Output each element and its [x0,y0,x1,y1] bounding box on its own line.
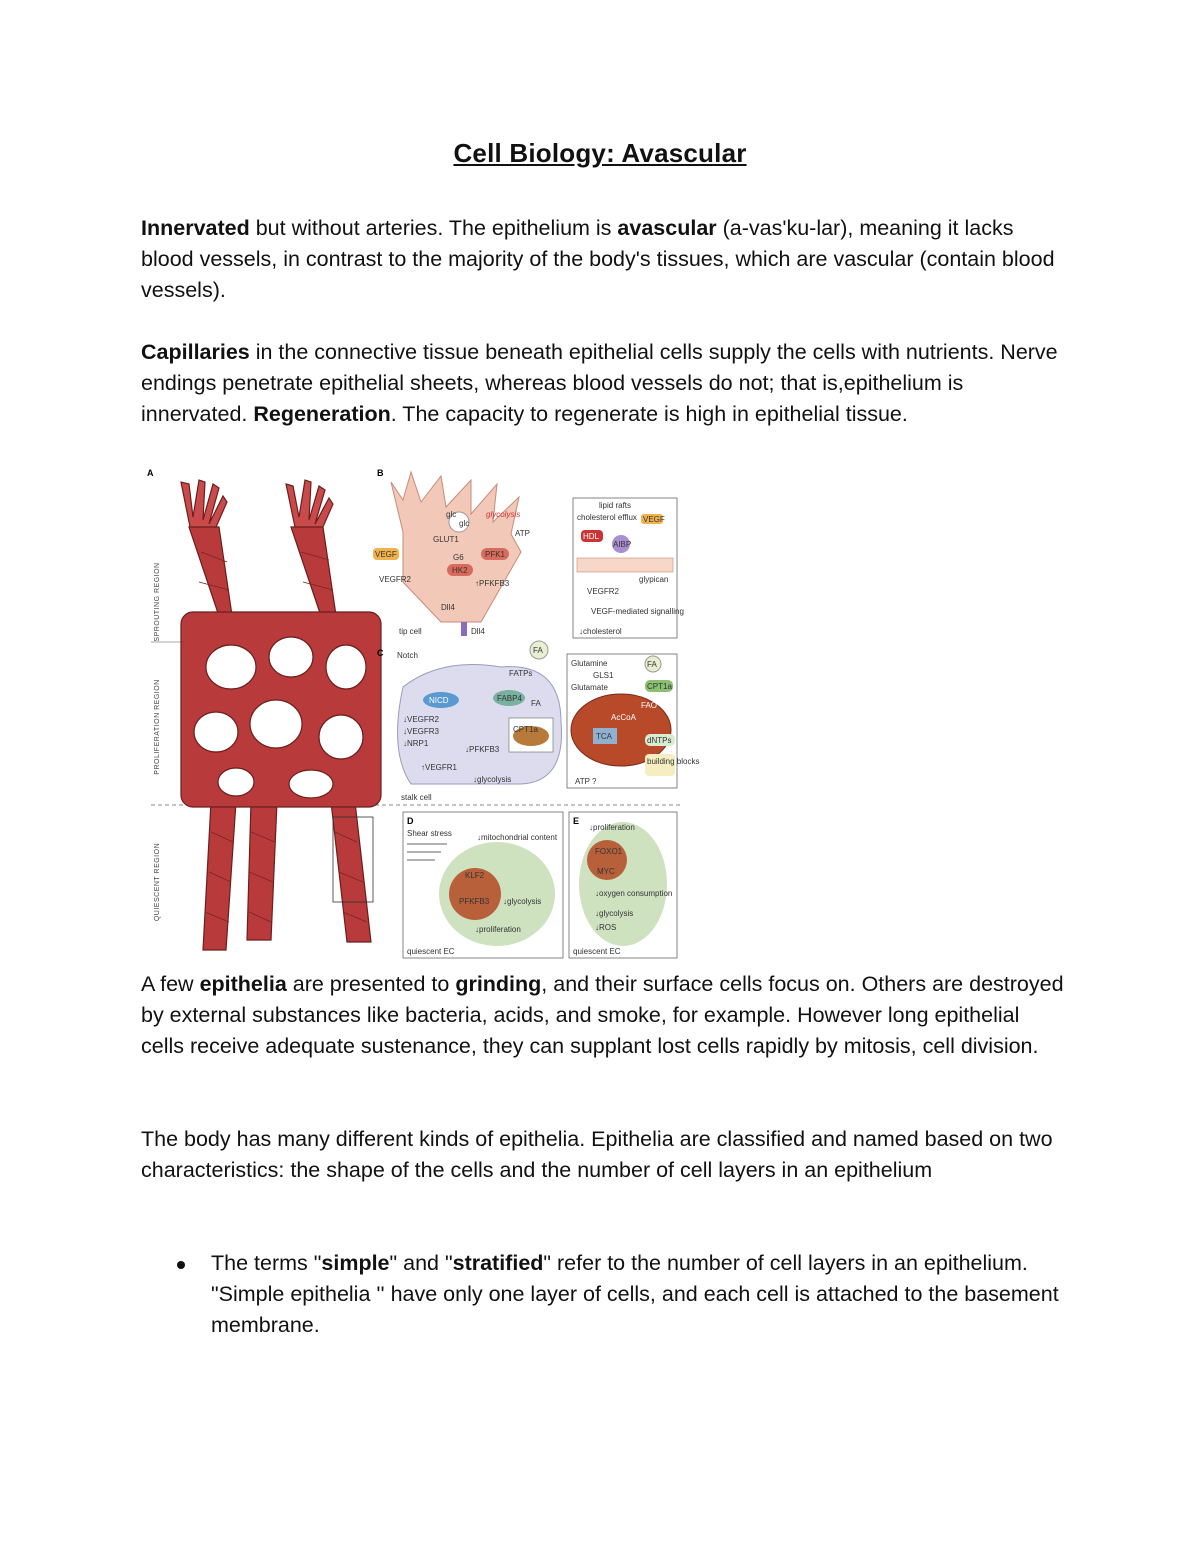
label-fa-2: FA [531,699,541,708]
region-label-proliferation: PROLIFERATION REGION [154,679,161,775]
label-fa-mito: FA [647,660,657,669]
region-label-quiescent: QUIESCENT REGION [154,842,161,922]
label-hdl: HDL [583,532,600,541]
bold-term: epithelia [199,972,287,996]
text-run: (a-vas'ku-lar), meaning it lacks blood vessels, in contrast to the majority of the body's tissues, which are vascular (contain blood vessels). [141,216,1055,302]
text-run: . The capacity to regenerate is high in epithelial tissue. [390,402,908,426]
label-stalk-cell: stalk cell [401,793,432,802]
vessel-network-illustration [181,480,381,950]
label-fabp4: FABP4 [497,694,522,703]
label-quiescent-ec-e: quiescent EC [573,947,621,956]
label-vegfr1: ↑VEGFR1 [421,763,458,772]
label-myc: MYC [597,867,615,876]
label-pfkfb3-c: ↓PFKFB3 [465,745,500,754]
region-label-sprouting: SPROUTING REGION [154,562,161,642]
label-glutamine: Glutamine [571,659,608,668]
bold-term: simple [321,1251,390,1275]
text-run: " refer to the number of cell layers in an epithelium. "Simple epithelia '' have only one layer of cells, and each cell is attached to the basement membrane. [211,1251,1059,1337]
bold-term: Regeneration [253,402,391,426]
label-accoa: AcCoA [611,713,636,722]
text-run: " and " [389,1251,453,1275]
label-glc: glc [446,510,457,519]
label-glycolysis-e: ↓glycolysis [595,909,634,918]
panel-d-label: D [407,816,414,826]
label-vegfr2-inset: VEGFR2 [587,587,620,596]
label-vegfr3: ↓VEGFR3 [403,727,440,736]
label-atp: ATP [515,529,530,538]
label-atp-mito: ATP ? [575,777,597,786]
label-nicd: NICD [429,696,449,705]
text-run: in the connective tissue beneath epithelial cells supply the cells with nutrients. Nerve endings penetrate epithelial sheets, whereas blood vessels do not; that is,epithelium is innervated. [141,340,1058,426]
quiescent-cell-panel-d [403,812,563,958]
bold-term: Capillaries [141,340,250,364]
bold-term: avascular [617,216,717,240]
label-hk2: HK2 [452,566,468,575]
label-glc-2: glc [459,519,470,528]
label-vegfr2-c: ↓VEGFR2 [403,715,440,724]
label-glycolysis-d: ↓glycolysis [503,897,542,906]
stalk-cell-diagram [397,641,562,802]
label-fa: FA [533,646,543,655]
label-pfkfb3: ↑PFKFB3 [475,579,510,588]
label-nrp1: ↓NRP1 [403,739,429,748]
bold-term: stratified [452,1251,544,1275]
label-cholesterol: ↓cholesterol [579,627,622,636]
text-run: are presented to [286,972,456,996]
label-dll4-b: Dll4 [471,627,485,636]
paragraph-capillaries [141,337,1066,430]
label-klf2: KLF2 [465,871,485,880]
label-quiescent-ec-d: quiescent EC [407,947,455,956]
label-vegf: VEGF [375,550,397,559]
label-fao: FAO [641,701,658,710]
label-glycolysis: glycolysis [486,510,521,519]
bullet-dot-icon [177,1261,185,1269]
label-mito-content: ↓mitochondrial content [477,833,558,842]
mitochondria-inset [567,654,699,788]
label-lipid-rafts: lipid rafts [599,501,632,510]
bold-term: Innervated [141,216,250,240]
label-proliferation-d: ↓proliferation [475,925,521,934]
label-building-blocks: building blocks [647,757,700,766]
text-run: The terms " [211,1251,322,1275]
angiogenesis-figure [141,462,700,962]
label-g6: G6 [453,553,464,562]
paragraph-epithelia-grinding [141,969,1066,1062]
paragraph-classification: The body has many different kinds of epithelia. Epithelia are classified and named based on two characteristics: the shape of the cells and the number of cell layers in an epithelium [141,1127,1053,1182]
label-vegf-inset: VEGF [643,515,665,524]
label-ros: ↓ROS [595,923,617,932]
label-vegfr2: VEGFR2 [379,575,412,584]
bold-term: grinding [455,972,542,996]
page-title: Cell Biology: Avascular [453,138,747,168]
label-notch: Notch [397,651,418,660]
panel-e-label: E [573,816,580,826]
label-vegf-signalling: VEGF-mediated signalling [591,607,684,616]
label-glutamate: Glutamate [571,683,608,692]
text-run: A few [141,972,200,996]
label-glut1: GLUT1 [433,535,459,544]
label-dntps: dNTPs [647,736,672,745]
panel-a-label: A [147,468,154,478]
label-gls1: GLS1 [593,671,614,680]
panel-c-label: C [377,648,384,658]
label-pfkfb3-d: PFKFB3 [459,897,490,906]
label-fatps: FATPs [509,669,533,678]
tip-cell-diagram [373,472,530,636]
bullet-text [211,1248,1066,1341]
label-cpt1a-c: CPT1a [513,725,538,734]
text-run: , and their surface cells focus on. Others are destroyed by external substances like bacteria, acids, and smoke, for example. However long epithelial cells receive adequate sustenance, they can supplant lost cells rapidly by mitosis, cell division. [141,972,1064,1058]
label-proliferation-e: ↓proliferation [589,823,635,832]
label-pfk1: PFK1 [485,550,506,559]
quiescent-cell-panel-e [569,812,677,958]
label-dll4: Dll4 [441,603,455,612]
label-tip-cell: tip cell [399,627,422,636]
label-cholesterol-efflux: cholesterol efflux [577,513,637,522]
paragraph-innervated [141,213,1066,306]
label-glycolysis-c: ↓glycolysis [473,775,512,784]
label-aibp: AIBP [613,540,632,549]
label-tca: TCA [596,732,612,741]
lipid-raft-inset [573,498,684,638]
text-run: but without arteries. The epithelium is [249,216,618,240]
label-shear-stress: Shear stress [407,829,452,838]
label-cpt1a-mito: CPT1a [647,682,672,691]
panel-b-label: B [377,468,384,478]
label-glypican: glypican [639,575,669,584]
label-oxygen-consumption: ↓oxygen consumption [595,889,673,898]
label-foxo1: FOXO1 [595,847,623,856]
